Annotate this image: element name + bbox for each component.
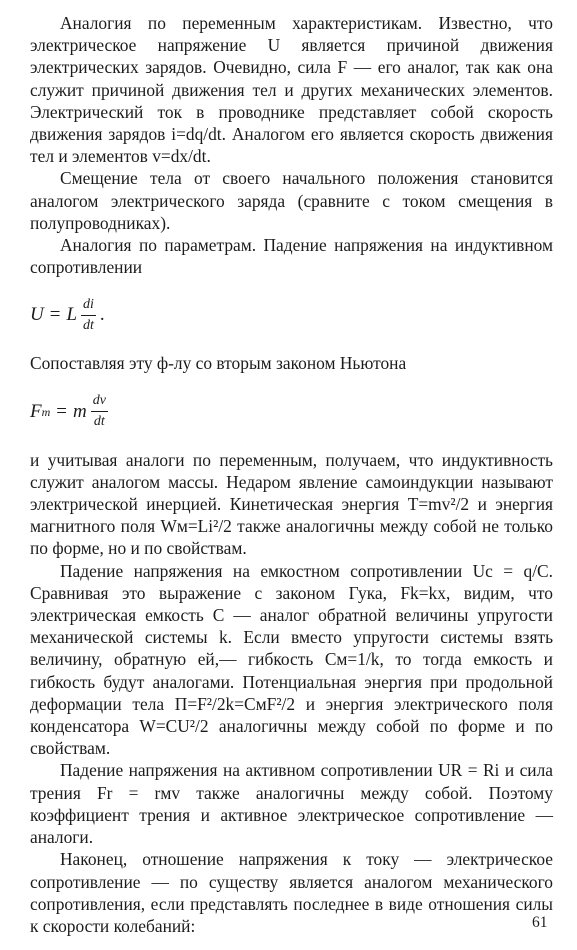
formula1-tail: . [99,304,105,326]
formula2-eq: = [56,400,67,422]
paragraph-variable-analogy: Аналогия по переменным характеристикам. Известно, что электрическое напряжение U является причиной движения электрических зарядов. Очевидно, сила F — его аналог, так как она служит причиной движения тел и других механических элементов. Электрический ток в проводнике представляет собой скорость движения зарядов i=dq/dt. Аналогом его является скорость движения тел и элементов v=dx/dt. [30,13,553,167]
formula2-coef: m [73,400,87,422]
formula1-eq: = [49,304,61,326]
paragraph-active-resistance: Падение напряжения на активном сопротивлении UR = Ri и сила трения Fr = rмv также аналогичны между собой. Поэтому коэффициент трения и активное электрическое сопротивление — аналоги. [30,760,553,848]
paragraph-displacement: Смещение тела от своего начального положения становится аналогом электрического заряда (сравните с током смещения в полупроводниках). [30,168,553,233]
formula-newton [30,375,553,449]
paragraph-mechanical-impedance: Наконец, отношение напряжения к току — электрическое сопротивление — по существу является аналогом механического сопротивления, если представлять последнее в виде отношения силы к скорости колебаний: [30,849,553,936]
paragraph-newton-compare: Сопоставляя эту ф-лу со вторым законом Ньютона [30,353,407,374]
page-number: 61 [532,914,548,931]
formula2-left: F [30,400,42,422]
formula1-num: di [81,297,96,316]
formula1-fraction [81,297,96,334]
formula1-den: dt [83,317,94,333]
paragraph-parameter-analogy: Аналогия по параметрам. Падение напряжения на индуктивном сопротивлении [30,235,553,278]
formula2-num: dv [91,393,108,412]
formula2-fraction [91,393,108,430]
formula2-den: dt [93,414,105,430]
paragraph-inductance-mass: и учитывая аналоги по переменным, получаем, что индуктивность служит аналогом массы. Недаром явление самоиндукции называют электрической инерцией. Кинетическая энергия T=mv²/2 и энергия магнитного поля Wм=Li²/2 также аналогичны между собой не только по форме, но и по свойствам. [30,449,553,559]
paragraph-capacitive: Падение напряжения на емкостном сопротивлении Uс = q/C. Сравнивая это выражение с законом Гука, Fk=kx, видим, что электрическая емкость C — аналог обратной величины упругости механической системы k. Если вместо упругости системы взять величину, обратную ей,— гибкость Cм=1/k, то тогда емкость и гибкость будут аналогами. Потенциальная энергия при продольной деформации тела П=F²/2k=CмF²/2 и энергия электрического поля конденсатора W=CU²/2 аналогичны между собой по форме и по свойствам. [30,560,553,759]
formula1-coef: L [66,304,78,326]
formula2-sub: m [41,404,51,419]
formula1-left: U [30,304,44,326]
formula-inductive-voltage [30,278,553,352]
